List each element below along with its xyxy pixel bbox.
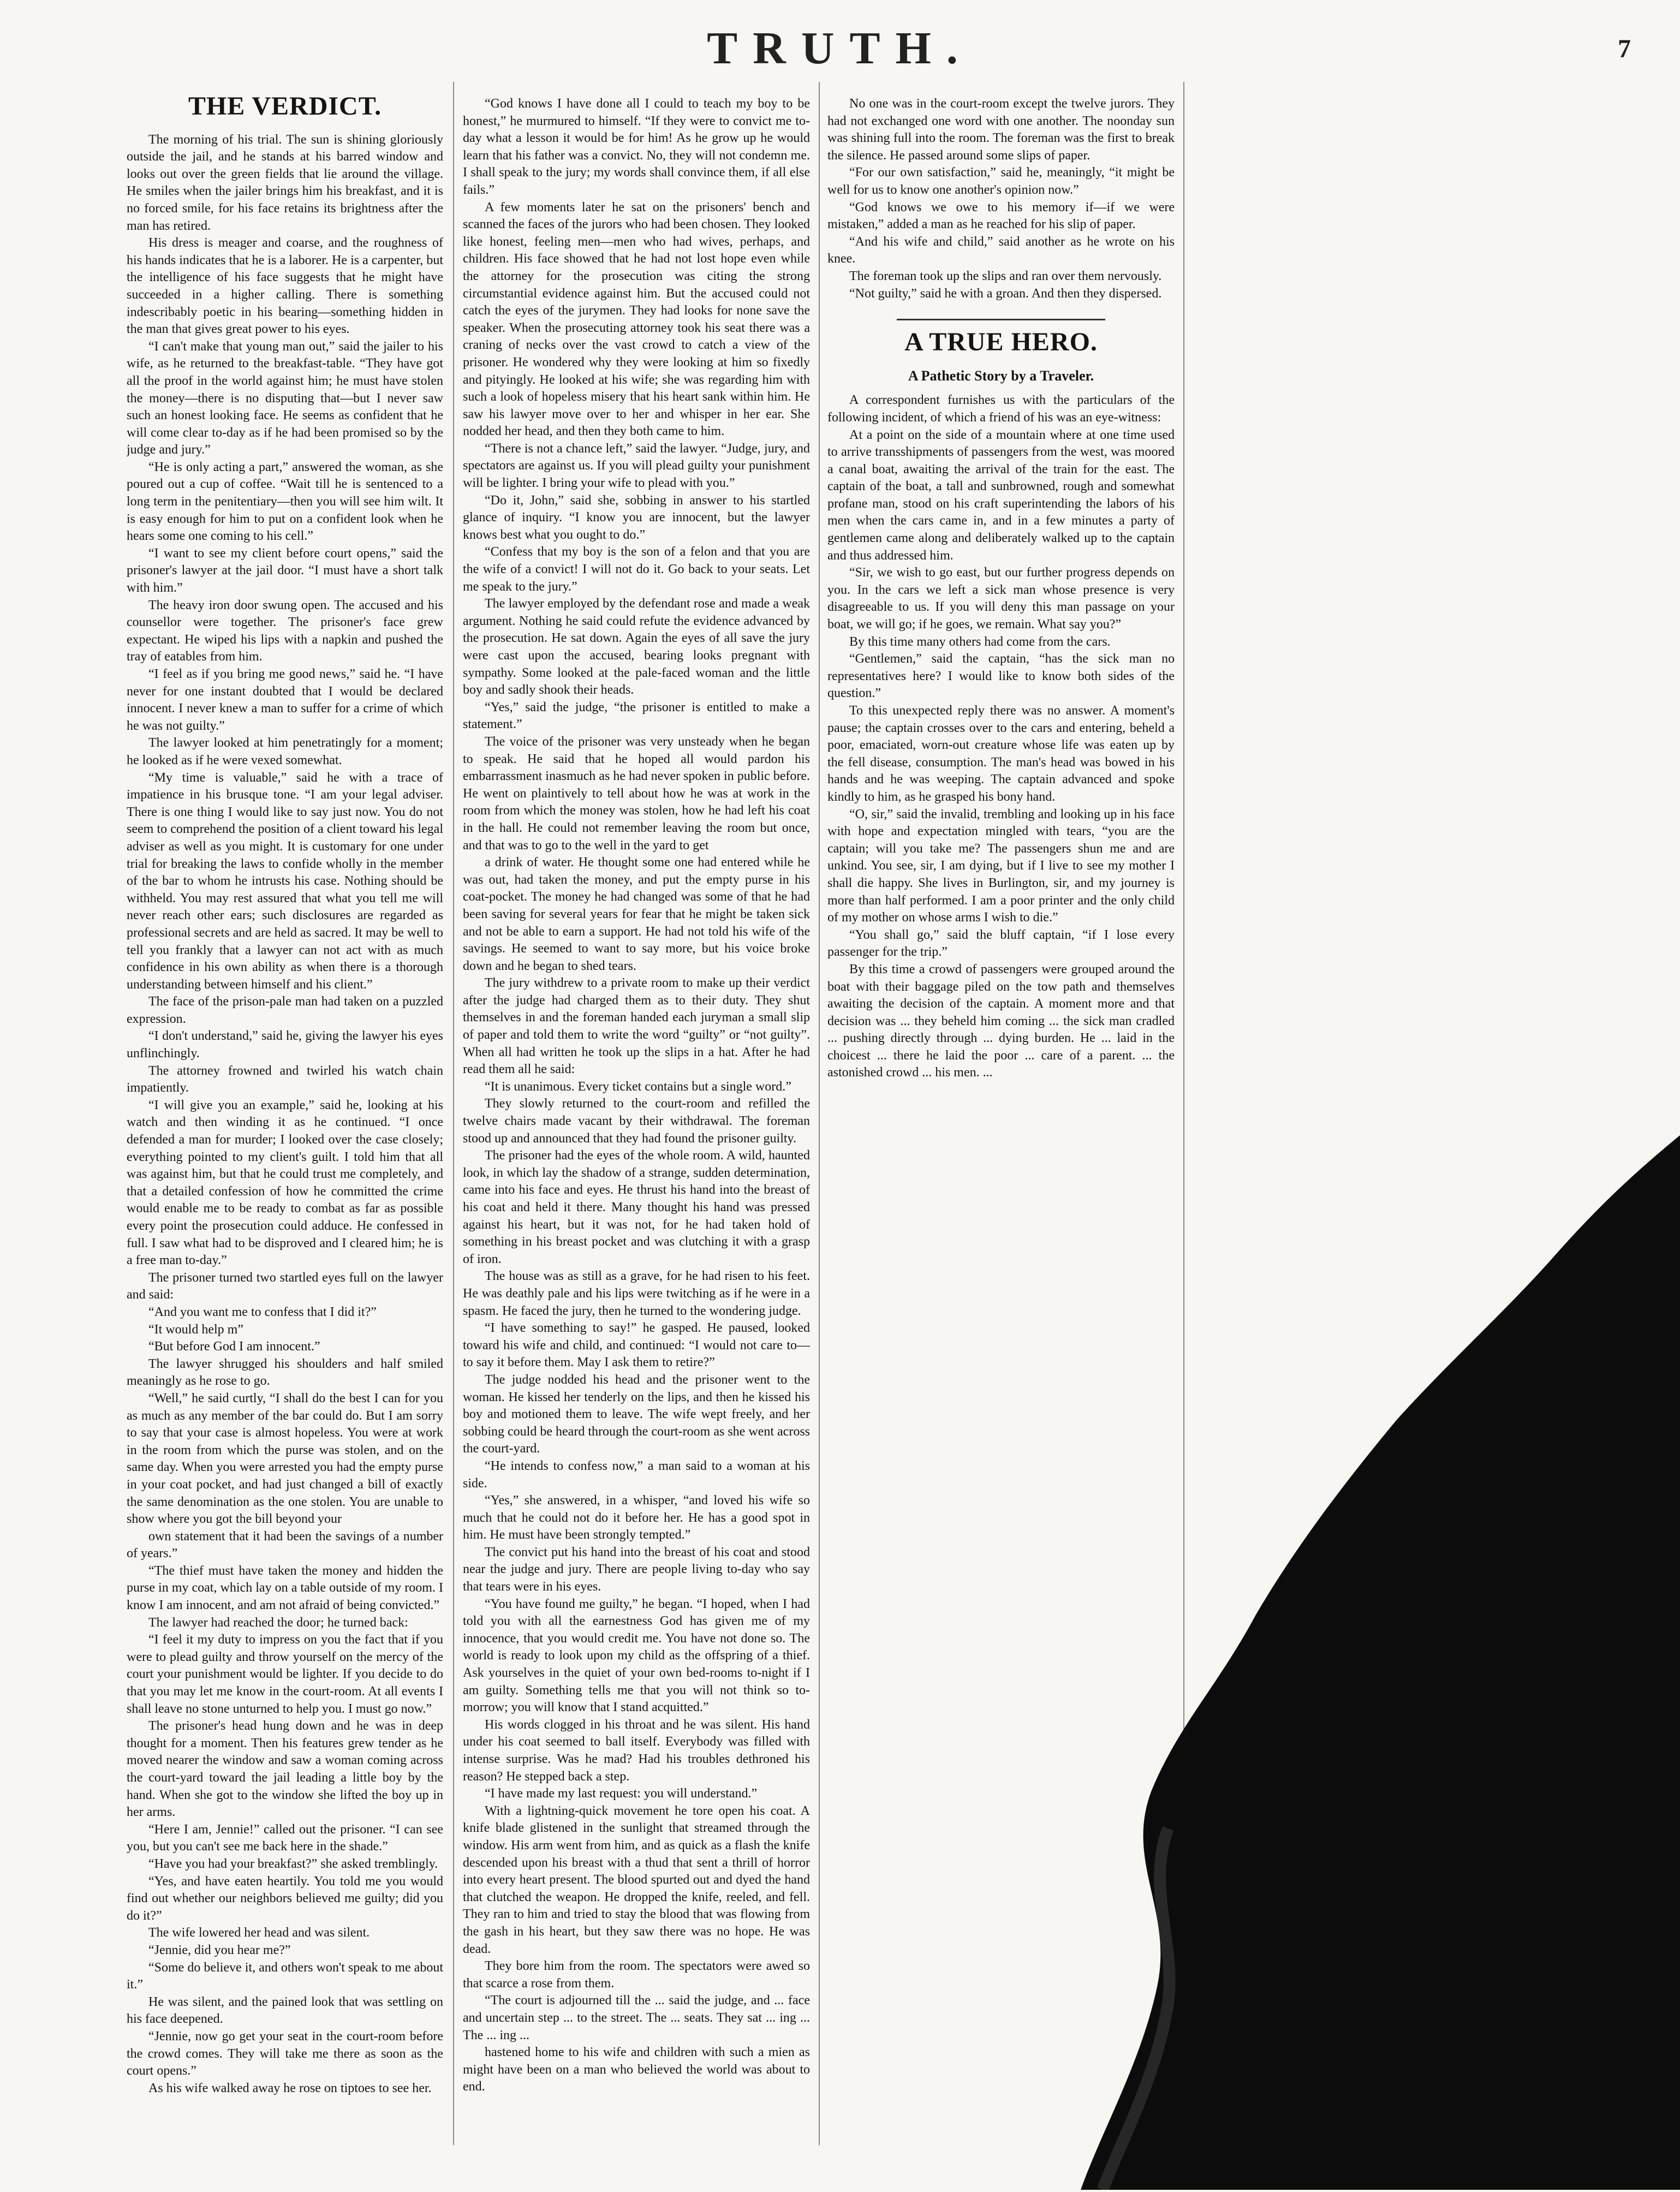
article-title-verdict: THE VERDICT. — [188, 96, 382, 121]
verdict-paragraph: They slowly returned to the court-room and refilled the twelve chairs made vacant by their withdrawal. The foreman stood up and announced that they had found the prisoner guilty. — [463, 1097, 810, 1146]
hero-paragraph: By this time many others had come from the cars. — [849, 634, 1111, 649]
verdict-paragraph: “I feel it my duty to impress on you the fact that if you were to plead guilty and throw yourself on the mercy of the court your punishment would be lighter. If you decide to do that you may let me know in the court-room. At all events I shall leave no stone unturned to help you. I must go now.” — [127, 1633, 443, 1716]
verdict-paragraph: “Not guilty,” said he with a groan. And then they dispersed. — [849, 286, 1162, 301]
column-divider — [453, 82, 454, 2145]
verdict-paragraph: “Some do believe it, and others won't speak to me about it.” — [127, 1960, 443, 1992]
verdict-paragraph: “It would help m” — [148, 1322, 243, 1337]
verdict-paragraph: “You have found me guilty,” he began. “I hoped, when I had told you with all the earnestness God has given me of my innocence, that you would credit me. You have not done so. The world is ready to look upon my child as the offspring of a thief. Ask yourselves in the quiet of your own bed-rooms to-night if I am guilty. Something tells me that you will not think so to-morrow; you will know that I stand acquitted.” — [463, 1597, 810, 1715]
verdict-paragraph: “The thief must have taken the money and hidden the purse in my coat, which lay on a table outside of my room. I know I am innocent, and am not afraid of being convicted.” — [127, 1563, 443, 1613]
page-number: 7 — [1618, 34, 1631, 63]
hero-paragraph: “O, sir,” said the invalid, trembling and looking up in his face with hope and expectation mingled with tears, “you are the captain; will you take me? The passengers shun me and are unkind. You see, sir, I am dying, but if I live to see my mother I shall die happy. She lives in Burlington, sir, and my journey is more than half performed. I am a poor printer and the only child of my mother on whose arms I wish to die.” — [827, 807, 1175, 925]
hero-paragraph: “Sir, we wish to go east, but our further progress depends on you. In the cars we left a sick man whose presence is very disagreeable to us. If you will deny this man passage on your boat, we will go; if he goes, we remain. What say you?” — [827, 565, 1175, 632]
verdict-paragraph: “Well,” he said curtly, “I shall do the best I can for you as much as any member of the bar could do. But I am sorry to say that your case is almost hopeless. You were at work in the room from which the purse was stolen, and on the same day. When you were arrested you had the empty purse in your coat pocket, and had just changed a bill of exactly the same denomination as the one stolen. You are unable to show where you got the bill beyond your — [127, 1391, 443, 1527]
verdict-paragraph: The voice of the prisoner was very unsteady when he began to speak. He said that he hoped all would pardon his embarrassment inasmuch as he had never spoken in public before. He went on plaintively to tell about how he was at work in the room from which the money was stolen, how he had left his coat in the hall. He could not remember leaving the room but once, and that was to go to the well in the yard to get — [463, 734, 810, 853]
verdict-paragraph: “Confess that my boy is the son of a felon and that you are the wife of a convict! I will not do it. Go back to your seats. Let me speak to the jury.” — [463, 545, 810, 594]
article-subtitle-hero: A Pathetic Story by a Traveler. — [908, 367, 1094, 384]
verdict-paragraph: With a lightning-quick movement he tore open his coat. A knife blade glistened in the sunlight that streamed through the window. His arm went from him, and as quick as a flash the knife descended upon his breast with a thud that sent a thrill of horror into every heart present. The blood spurted out and dyed the hand that clutched the weapon. He dropped the knife, reeled, and fell. They ran to him and tried to stay the blood that was flowing from the gash in his heart, but they saw there was no hope. He was dead. — [463, 1803, 810, 1956]
verdict-paragraph: The heavy iron door swung open. The accused and his counsellor were together. The prisoner's face grew expectant. He wiped his lips with a napkin and pushed the tray of eatables from him. — [127, 598, 443, 664]
verdict-paragraph: “He intends to confess now,” a man said to a woman at his side. — [463, 1458, 810, 1491]
verdict-paragraph: The wife lowered her head and was silent. — [148, 1926, 370, 1940]
verdict-paragraph: “I will give you an example,” said he, looking at his watch and then winding it as he continued. “I once defended a man for murder; I looked over the case closely; everything pointed to my client's guilt. I told him that all was against him, but that he could trust me completely, and that a detailed confession of how he committed the crime would enable me to be ready to combat as far as possible every point the prosecution could adduce. He confessed in full. I saw what had to be disproved and I cleared him; he is a free man to-day.” — [127, 1098, 443, 1268]
verdict-paragraph: own statement that it had been the savings of a number of years.” — [127, 1529, 443, 1561]
verdict-paragraph: “He is only acting a part,” answered the woman, as she poured out a cup of coffee. “Wait till he is sentenced to a long term in the penitentiary—then you will see him wilt. It is easy enough for him to put on a confident look when he hears some one coming to his cell.” — [127, 460, 443, 544]
column-1 — [127, 96, 443, 2148]
verdict-paragraph: His dress is meager and coarse, and the roughness of his hands indicates that he is a laborer. He is a carpenter, but the intelligence of his face suggests that he might have succeeded in a higher calling. There is something indescribably poetic in his bearing—something hidden in the man that gives great power to his eyes. — [127, 236, 443, 337]
verdict-paragraph: “I feel as if you bring me good news,” said he. “I have never for one instant doubted that I would be declared innocent. I never knew a man to suffer for a crime of which he was not guilty.” — [127, 667, 443, 733]
verdict-paragraph: The house was as still as a grave, for he had risen to his feet. He was deathly pale and his lips were twitching as if he were in a spasm. He faced the jury, then he turned to the wondering judge. — [463, 1269, 810, 1318]
verdict-paragraph: The lawyer shrugged his shoulders and half smiled meaningly as he rose to go. — [127, 1356, 443, 1389]
hero-paragraph: “Gentlemen,” said the captain, “has the sick man no representatives here? I would like to know both sides of the question.” — [827, 652, 1175, 701]
section-divider — [897, 319, 1105, 320]
verdict-paragraph: a drink of water. He thought some one had entered while he was out, had taken the money, and put the empty purse in his coat-pocket. The money he had changed was some of that he had been saving for several years for fear that he might be taken sick and not be able to earn a support. He had not told his wife of the savings. He seemed to want to say more, but his voice broke down and he began to shed tears. — [463, 855, 810, 973]
verdict-paragraph: No one was in the court-room except the twelve jurors. They had not exchanged one word with one another. The noonday sun was shining full into the room. The foreman was the first to break the silence. He passed around some slips of paper. — [827, 97, 1175, 163]
verdict-paragraph: “It is unanimous. Every ticket contains but a single word.” — [485, 1079, 791, 1094]
verdict-paragraph: A few moments later he sat on the prisoners' bench and scanned the faces of the jurors who had been chosen. They looked like honest, feeling men—men who had wives, perhaps, and children. His face showed that he had not lost hope even while the attorney for the prosecution was citing the strong circumstantial evidence against him. But the accused could not catch the eyes of the jurymen. They had looks for none save the speaker. When the prosecuting attorney took his seat there was a craning of necks over the vast crowd to catch a view of the prisoner. He wondered why they were looking at him so fixedly and pityingly. He looked at his wife; she was regarding him with such a look of hopeless misery that his heart sank within him. He saw his lawyer move over to her and whisper in her ear. She nodded her head, and then they both came to him. — [463, 200, 810, 439]
verdict-paragraph: The jury withdrew to a private room to make up their verdict after the judge had charged them as to their duty. They shut themselves in and the foreman handed each juryman a small slip of paper and told them to write the word “guilty” or “not guilty”. When all had written he took up the slips in a hat. After he had read them all he said: — [463, 976, 810, 1077]
verdict-paragraph: The face of the prison-pale man had taken on a puzzled expression. — [127, 994, 443, 1026]
verdict-paragraph: The prisoner turned two startled eyes full on the lawyer and said: — [127, 1270, 443, 1302]
column-3 — [827, 96, 1175, 2148]
verdict-paragraph: “For our own satisfaction,” said he, meaningly, “it might be well for us to know one another's opinion now.” — [827, 165, 1175, 197]
verdict-paragraph: “My time is valuable,” said he with a trace of impatience in his brusque tone. “I am your legal adviser. There is one thing I would like to say just now. You do not seem to comprehend the position of a client toward his legal adviser as well as you might. It is customary for one under trial for breaking the laws to confide wholly in the member of the bar to whom he intrusts his case. Nothing should be withheld. You may rest assured that what you tell me will never reach other ears; such disclosures are regarded as professional secrets and are held as sacred. It may be well to tell you frankly that a lawyer can not act with as much confidence in his own ability as when there is a thorough understanding between himself and his client.” — [127, 770, 443, 992]
verdict-paragraph: “Yes,” said the judge, “the prisoner is entitled to make a statement.” — [463, 700, 810, 732]
verdict-paragraph: “And you want me to confess that I did it?” — [148, 1305, 377, 1319]
verdict-paragraph: “Have you had your breakfast?” she asked tremblingly. — [148, 1856, 438, 1871]
verdict-paragraph: The prisoner's head hung down and he was in deep thought for a moment. Then his features grew tender as he moved nearer the window and saw a woman coming across the court-yard toward the jail leading a little boy by the hand. When she got to the window she lifted the boy up in her arms. — [127, 1719, 443, 1820]
verdict-paragraph: “Yes,” she answered, in a whisper, “and loved his wife so much that he could not do it before her. He has a good spot in him. He must have been strongly tempted.” — [463, 1493, 810, 1542]
article-title-hero: A TRUE HERO. — [904, 327, 1098, 357]
verdict-paragraph: The convict put his hand into the breast of his coat and stood near the judge and jury. There are people living to-day who say that tears were in his eyes. — [463, 1545, 810, 1594]
column-4 — [1192, 96, 1623, 2148]
verdict-paragraph: The morning of his trial. The sun is shining gloriously outside the jail, and he stands at his barred window and looks out over the green fields that lie around the village. He smiles when the jailer brings him his breakfast, and it is no forced smile, for his face retains its brightness after the man has retired. — [127, 132, 443, 233]
verdict-paragraph: As his wife walked away he rose on tiptoes to see her. — [148, 2081, 432, 2095]
hero-paragraph: To this unexpected reply there was no answer. A moment's pause; the captain crosses over to the cars and entering, beheld a poor, emaciated, worn-out creature whose life was eaten up by the fell disease, consumption. The man's head was bowed in his hands and he was weeping. The captain advanced and spoke kindly to him, as he grasped his bony hand. — [827, 704, 1175, 804]
verdict-paragraph: The foreman took up the slips and ran over them nervously. — [849, 269, 1162, 283]
verdict-paragraph: “I have made my last request: you will understand.” — [485, 1786, 758, 1801]
verdict-paragraph: “God knows I have done all I could to teach my boy to be honest,” he murmured to himself. “If they were to convict me to-day what a lesson it would be for him! As he grow up he would learn that his father was a convict. No, they will not condemn me. I shall speak to the jury; my words shall convince them, if all else fails.” — [463, 97, 810, 197]
verdict-paragraph: “I want to see my client before court opens,” said the prisoner's lawyer at the jail door. “I must have a short talk with him.” — [127, 546, 443, 595]
column-divider — [819, 82, 820, 2145]
verdict-paragraph: “The court is adjourned till the ... said the judge, and ... face and uncertain step ... to the street. The ... seats. They sat ... ing ... The ... ing ... — [463, 1993, 810, 2042]
hero-paragraph: At a point on the side of a mountain where at one time used to arrive transshipments of passengers from the west, was moored a canal boat, awaiting the arrival of the train for the east. The captain of the boat, a tall and sunbrowned, rough and somewhat profane man, stood on his craft superintending the labors of his men when the cars came in, and in a few minutes a party of gentlemen came along and deliberately walked up to the captain and thus addressed him. — [827, 427, 1175, 563]
verdict-paragraph: “I have something to say!” he gasped. He paused, looked toward his wife and child, and continued: “I would not care to—to say it before them. May I ask them to retire?” — [463, 1321, 810, 1370]
column-2 — [463, 96, 810, 2148]
verdict-paragraph: “Yes, and have eaten heartily. You told me you would find out whether our neighbors believed me guilty; did you do it?” — [127, 1874, 443, 1923]
verdict-paragraph: “Do it, John,” said she, sobbing in answer to his startled glance of inquiry. “I know you are innocent, but the lawyer knows best what you ought to do.” — [463, 493, 810, 542]
hero-paragraph: A correspondent furnishes us with the particulars of the following incident, of which a friend of his was an eye-witness: — [827, 393, 1175, 425]
hero-paragraph: “You shall go,” said the bluff captain, “if I lose every passenger for the trip.” — [827, 927, 1175, 960]
verdict-paragraph: The prisoner had the eyes of the whole room. A wild, haunted look, in which lay the shadow of a strange, sudden determination, came into his face and eyes. He thrust his hand into the breast of his coat and held it there. Many thought his hand was pressed against his heart, but it was not, for he had taken hold of something in his breast pocket and was clutching it with a grasp of iron. — [463, 1148, 810, 1266]
verdict-paragraph: The lawyer employed by the defendant rose and made a weak argument. Nothing he said could refute the evidence advanced by the prosecution. He sat down. Again the eyes of all save the jury were cast upon the accused, bearing looks pregnant with sympathy. Some looked at the pale-faced woman and the little boy and sadly shook their heads. — [463, 597, 810, 698]
verdict-paragraph: The judge nodded his head and the prisoner went to the woman. He kissed her tenderly on the lips, and then he kissed his boy and motioned them to leave. The wife wept freely, and her sobbing could be heard through the court-room as she went across the court-yard. — [463, 1372, 810, 1456]
verdict-paragraph: “And his wife and child,” said another as he wrote on his knee. — [827, 234, 1175, 266]
verdict-paragraph: He was silent, and the pained look that was settling on his face deepened. — [127, 1994, 443, 2027]
column-divider — [1183, 82, 1184, 2145]
verdict-paragraph: “I can't make that young man out,” said the jailer to his wife, as he returned to the breakfast-table. “They have got all the proof in the world against him; he must have stolen the money—there is no disputing that—but I never saw such an honest looking face. He seems as confident that he will come clear to-day as if he had been promised so by the judge and jury.” — [127, 339, 443, 457]
verdict-paragraph: The attorney frowned and twirled his watch chain impatiently. — [127, 1063, 443, 1095]
verdict-paragraph: “Here I am, Jennie!” called out the prisoner. “I can see you, but you can't see me back here in the shade.” — [127, 1822, 443, 1854]
verdict-paragraph: The lawyer looked at him penetratingly for a moment; he looked as if he were vexed somewhat. — [127, 736, 443, 767]
verdict-paragraph: “God knows we owe to his memory if—if we were mistaken,” added a man as he reached for his slip of paper. — [827, 200, 1175, 232]
verdict-paragraph: hastened home to his wife and children with such a mien as might have been on a man who believed the world was about to end. — [463, 2045, 810, 2094]
verdict-paragraph: “There is not a chance left,” said the lawyer. “Judge, jury, and spectators are against us. If you will plead guilty your punishment will be lighter. I bring your wife to plead with you.” — [463, 441, 810, 491]
verdict-paragraph: “Jennie, did you hear me?” — [148, 1943, 291, 1957]
verdict-paragraph: His words clogged in his throat and he was silent. His hand under his coat seemed to ball itself. Everybody was filled with intense surprise. Was he mad? Had his troubles dethroned his reason? He stepped back a step. — [463, 1717, 810, 1784]
verdict-paragraph: “I don't understand,” said he, giving the lawyer his eyes unflinchingly. — [127, 1029, 443, 1061]
hero-paragraph: By this time a crowd of passengers were grouped around the boat with their baggage piled on the tow path and themselves awaiting the decision of the captain. A moment more and that decision was ... they beheld him coming ... the sick man cradled ... pushing directly through ... dying burden. He ... laid in the choicest ... there he laid the poor ... care of a parent. ... the astonished crowd ... his men. ... — [827, 962, 1175, 1080]
verdict-paragraph: The lawyer had reached the door; he turned back: — [148, 1615, 408, 1630]
verdict-paragraph: “But before God I am innocent.” — [148, 1339, 320, 1354]
verdict-paragraph: “Jennie, now go get your seat in the court-room before the crowd comes. They will take me there as soon as the court opens.” — [127, 2029, 443, 2078]
verdict-paragraph: They bore him from the room. The spectators were awed so that scarce a rose from them. — [463, 1959, 810, 1991]
masthead-title: TRUTH. — [707, 23, 973, 74]
